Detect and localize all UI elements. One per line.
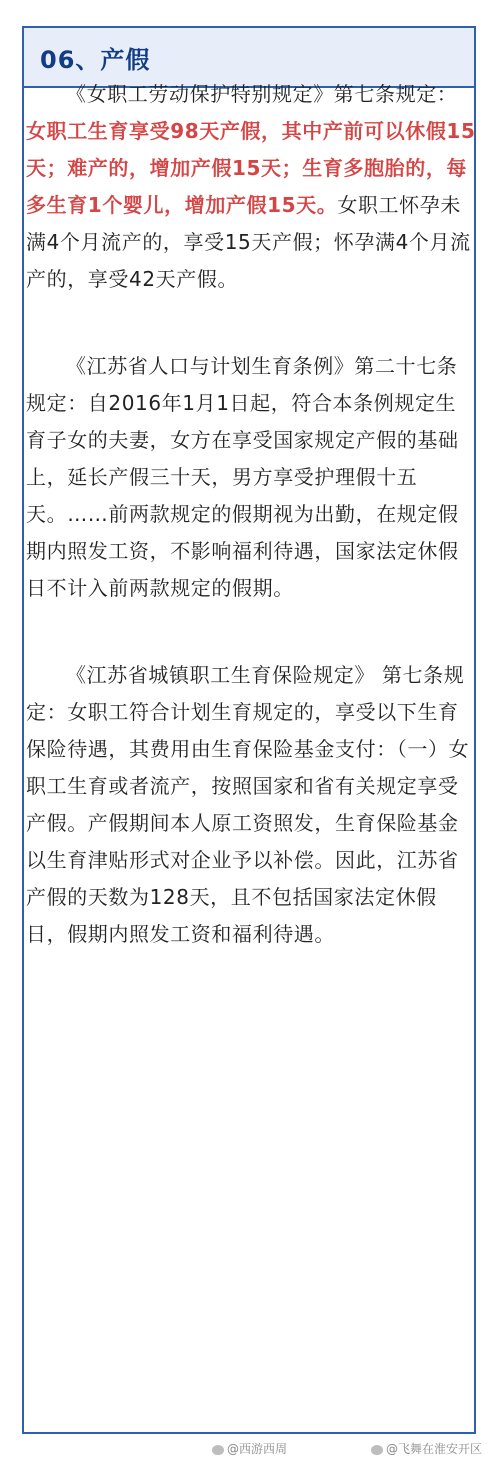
- paragraph-1-intro: 《女职工劳动保护特别规定》第七条规定：: [66, 82, 458, 106]
- watermark-left-text: @西游西周: [227, 1442, 288, 1456]
- watermark-bar: [0, 1438, 500, 1460]
- watermark-right: [371, 1440, 482, 1457]
- paragraph-jiangsu-insurance: 《江苏省城镇职工生育保险规定》 第七条规定：女职工符合计划生育规定的，享受以下生育保险待遇，其费用由生育保险基金支付：（一）女职工生育或者流产，按照国家和省有关规定享受产假。产假期间本人原工资照发，生育保险基金以生育津贴形式对企业予以补偿。因此，江苏省产假的天数为128天，且不包括国家法定休假日，假期内照发工资和福利待遇。: [26, 663, 470, 946]
- weibo-icon: [371, 1445, 383, 1455]
- watermark-right-text: @飞舞在淮安开区: [385, 1442, 482, 1456]
- section-title: 06、产假: [40, 45, 151, 74]
- watermark-left: [212, 1440, 287, 1457]
- paragraph-1-rest: 女职工怀孕未满4个月流产的，享受15天产假；怀孕满4个月流产的，享受42天产假。: [26, 193, 471, 291]
- article-content: [26, 76, 476, 1003]
- paragraph-jiangsu-population: 《江苏省人口与计划生育条例》第二十七条规定：自2016年1月1日起，符合本条例规定生育子女的夫妻，女方在享受国家规定产假的基础上，延长产假三十天，男方享受护理假十五天。……前两款规定的假期视为出勤，在规定假期内照发工资，不影响福利待遇，国家法定休假日不计入前两款规定的假期。: [26, 354, 459, 600]
- paragraph-maternity-regulation: [26, 76, 476, 298]
- weibo-icon: [212, 1445, 224, 1455]
- highlighted-maternity-days: 女职工生育享受98天产假，其中产前可以休假15天；难产的，增加产假15天；生育多胞胎的，每多生育1个婴儿，增加产假15天。: [26, 119, 476, 217]
